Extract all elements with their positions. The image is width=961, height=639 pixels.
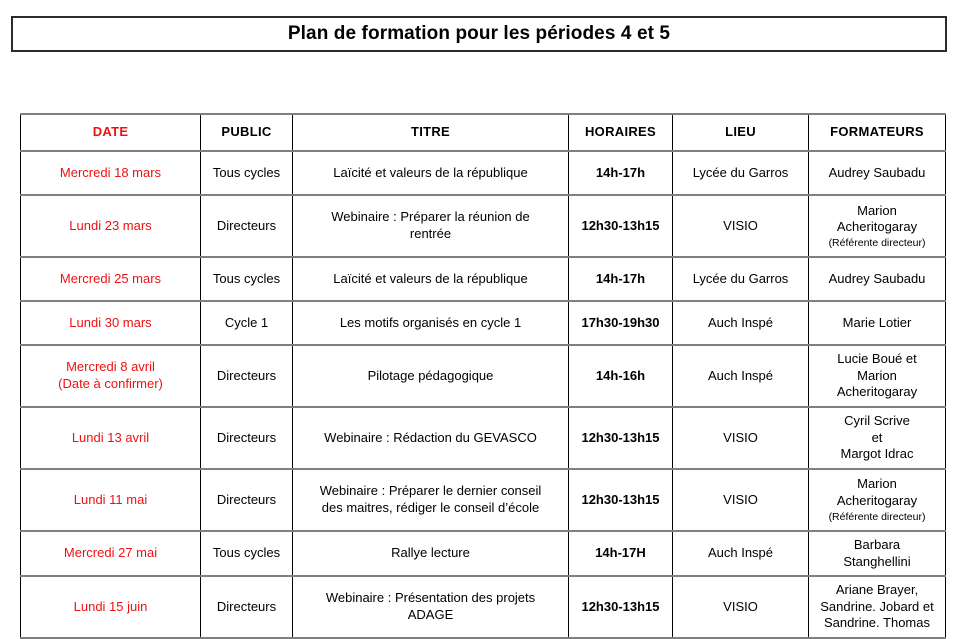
cell-lieu: Auch Inspé <box>673 531 809 576</box>
date-text: Lundi 23 mars <box>69 217 152 233</box>
table-header <box>21 114 946 151</box>
page-title: Plan de formation pour les périodes 4 et 5 <box>287 23 671 44</box>
titre-text: Les motifs organisés en cycle 1 <box>339 314 522 330</box>
date-text: Lundi 15 juin <box>73 598 148 614</box>
date-text: Lundi 11 mai <box>73 491 148 507</box>
formateur-text-line1: Audrey Saubadu <box>828 164 926 180</box>
cell-public: Directeurs <box>201 407 293 469</box>
cell-date <box>21 345 201 407</box>
table-row <box>21 195 946 257</box>
titre-text-line2: ADAGE <box>407 607 454 623</box>
column-header-horaires: HORAIRES <box>569 114 673 151</box>
cell-public: Cycle 1 <box>201 301 293 345</box>
formateur-text-line3: Margot Idrac <box>840 446 914 462</box>
formateur-text-line1: Audrey Saubadu <box>828 270 926 286</box>
cell-titre <box>293 576 569 638</box>
titre-text-line2: rentrée <box>409 226 452 241</box>
column-header-date: DATE <box>21 114 201 151</box>
titre-text-line2: des maitres, rédiger le conseil d’école <box>321 499 540 515</box>
cell-date <box>21 469 201 531</box>
cell-public: Directeurs <box>201 195 293 257</box>
training-plan-table-container <box>20 113 945 639</box>
date-note-text: (Date à confirmer) <box>58 375 163 391</box>
titre-text: Laïcité et valeurs de la république <box>333 270 528 286</box>
table-row <box>21 407 946 469</box>
cell-horaires: 14h-17h <box>569 257 673 301</box>
formateur-text-line3: Sandrine. Thomas <box>824 615 930 631</box>
formateur-note-text: (Référente directeur) <box>828 510 926 523</box>
column-header-titre: TITRE <box>293 114 569 151</box>
training-plan-table <box>20 113 946 639</box>
cell-public: Directeurs <box>201 345 293 407</box>
cell-horaires: 14h-17h <box>569 151 673 195</box>
formateur-text-line2: Sandrine. Jobard et <box>820 598 934 614</box>
cell-lieu: Lycée du Garros <box>673 257 809 301</box>
titre-text: Pilotage pédagogique <box>367 367 494 383</box>
date-text: Mercredi 8 avril <box>66 359 155 375</box>
formateur-text-line1: Marion <box>857 476 897 492</box>
formateur-text-line3: Acheritogaray <box>836 384 918 400</box>
cell-formateurs <box>809 151 946 195</box>
cell-public: Directeurs <box>201 576 293 638</box>
cell-formateurs <box>809 195 946 257</box>
cell-titre <box>293 531 569 576</box>
cell-titre <box>293 257 569 301</box>
date-text: Mercredi 27 mai <box>63 545 158 561</box>
date-text: Mercredi 25 mars <box>59 270 162 286</box>
cell-public: Tous cycles <box>201 257 293 301</box>
table-row <box>21 576 946 638</box>
column-header-lieu: LIEU <box>673 114 809 151</box>
formateur-text-line2: Acheritogaray <box>836 219 918 235</box>
titre-text: Webinaire : Rédaction du GEVASCO <box>324 429 537 445</box>
formateur-text-line1: Lucie Boué et <box>837 351 917 366</box>
cell-date <box>21 531 201 576</box>
formateur-text-line2: Acheritogaray <box>836 493 918 509</box>
cell-formateurs <box>809 257 946 301</box>
date-text: Lundi 13 avril <box>71 429 150 445</box>
formateur-text-line1: Marion <box>857 202 897 218</box>
formateur-text-line1: Barbara <box>853 536 901 552</box>
cell-titre <box>293 301 569 345</box>
cell-titre <box>293 195 569 257</box>
cell-date <box>21 257 201 301</box>
titre-text: Webinaire : Présentation des projets <box>325 590 536 606</box>
cell-horaires: 14h-17H <box>569 531 673 576</box>
table-row <box>21 469 946 531</box>
cell-lieu: VISIO <box>673 407 809 469</box>
formateur-note-text: (Référente directeur) <box>828 236 926 249</box>
cell-horaires: 14h-16h <box>569 345 673 407</box>
cell-date <box>21 195 201 257</box>
cell-horaires: 12h30-13h15 <box>569 576 673 638</box>
cell-formateurs <box>809 576 946 638</box>
cell-formateurs <box>809 345 946 407</box>
cell-horaires: 12h30-13h15 <box>569 469 673 531</box>
column-header-formateurs: FORMATEURS <box>809 114 946 151</box>
cell-lieu: VISIO <box>673 469 809 531</box>
cell-horaires: 17h30-19h30 <box>569 301 673 345</box>
table-body <box>21 151 946 638</box>
formateur-text-line2: et <box>871 429 883 445</box>
date-text: Lundi 30 mars <box>69 314 152 330</box>
cell-lieu: Auch Inspé <box>673 345 809 407</box>
cell-public: Tous cycles <box>201 531 293 576</box>
cell-lieu: Lycée du Garros <box>673 151 809 195</box>
cell-titre <box>293 345 569 407</box>
formateur-text-line2: Stanghellini <box>843 553 911 569</box>
table-header-row <box>21 114 946 151</box>
cell-date <box>21 301 201 345</box>
cell-date <box>21 576 201 638</box>
cell-lieu: VISIO <box>673 576 809 638</box>
formateur-text-line2: Marion <box>857 367 897 383</box>
table-row <box>21 301 946 345</box>
column-header-public: PUBLIC <box>201 114 293 151</box>
date-text: Mercredi 18 mars <box>59 164 162 180</box>
formateur-text-line1: Cyril Scrive <box>844 412 910 428</box>
table-row <box>21 531 946 576</box>
cell-lieu: Auch Inspé <box>673 301 809 345</box>
cell-formateurs <box>809 469 946 531</box>
cell-titre <box>293 407 569 469</box>
titre-text: Rallye lecture <box>391 545 470 561</box>
cell-titre <box>293 151 569 195</box>
cell-formateurs <box>809 531 946 576</box>
titre-text: Webinaire : Préparer le dernier conseil <box>319 483 542 499</box>
table-row <box>21 257 946 301</box>
titre-text: Webinaire : Préparer la réunion de <box>331 209 530 225</box>
table-row <box>21 345 946 407</box>
formateur-text-line1: Marie Lotier <box>842 314 912 330</box>
cell-horaires: 12h30-13h15 <box>569 195 673 257</box>
document-title-box <box>11 16 947 52</box>
cell-lieu: VISIO <box>673 195 809 257</box>
formateur-text-line1: Ariane Brayer, <box>835 582 919 598</box>
cell-titre <box>293 469 569 531</box>
cell-public: Directeurs <box>201 469 293 531</box>
titre-text: Laïcité et valeurs de la république <box>333 164 528 180</box>
cell-formateurs <box>809 407 946 469</box>
cell-horaires: 12h30-13h15 <box>569 407 673 469</box>
table-row <box>21 151 946 195</box>
cell-date <box>21 151 201 195</box>
cell-public: Tous cycles <box>201 151 293 195</box>
cell-date <box>21 407 201 469</box>
cell-formateurs <box>809 301 946 345</box>
